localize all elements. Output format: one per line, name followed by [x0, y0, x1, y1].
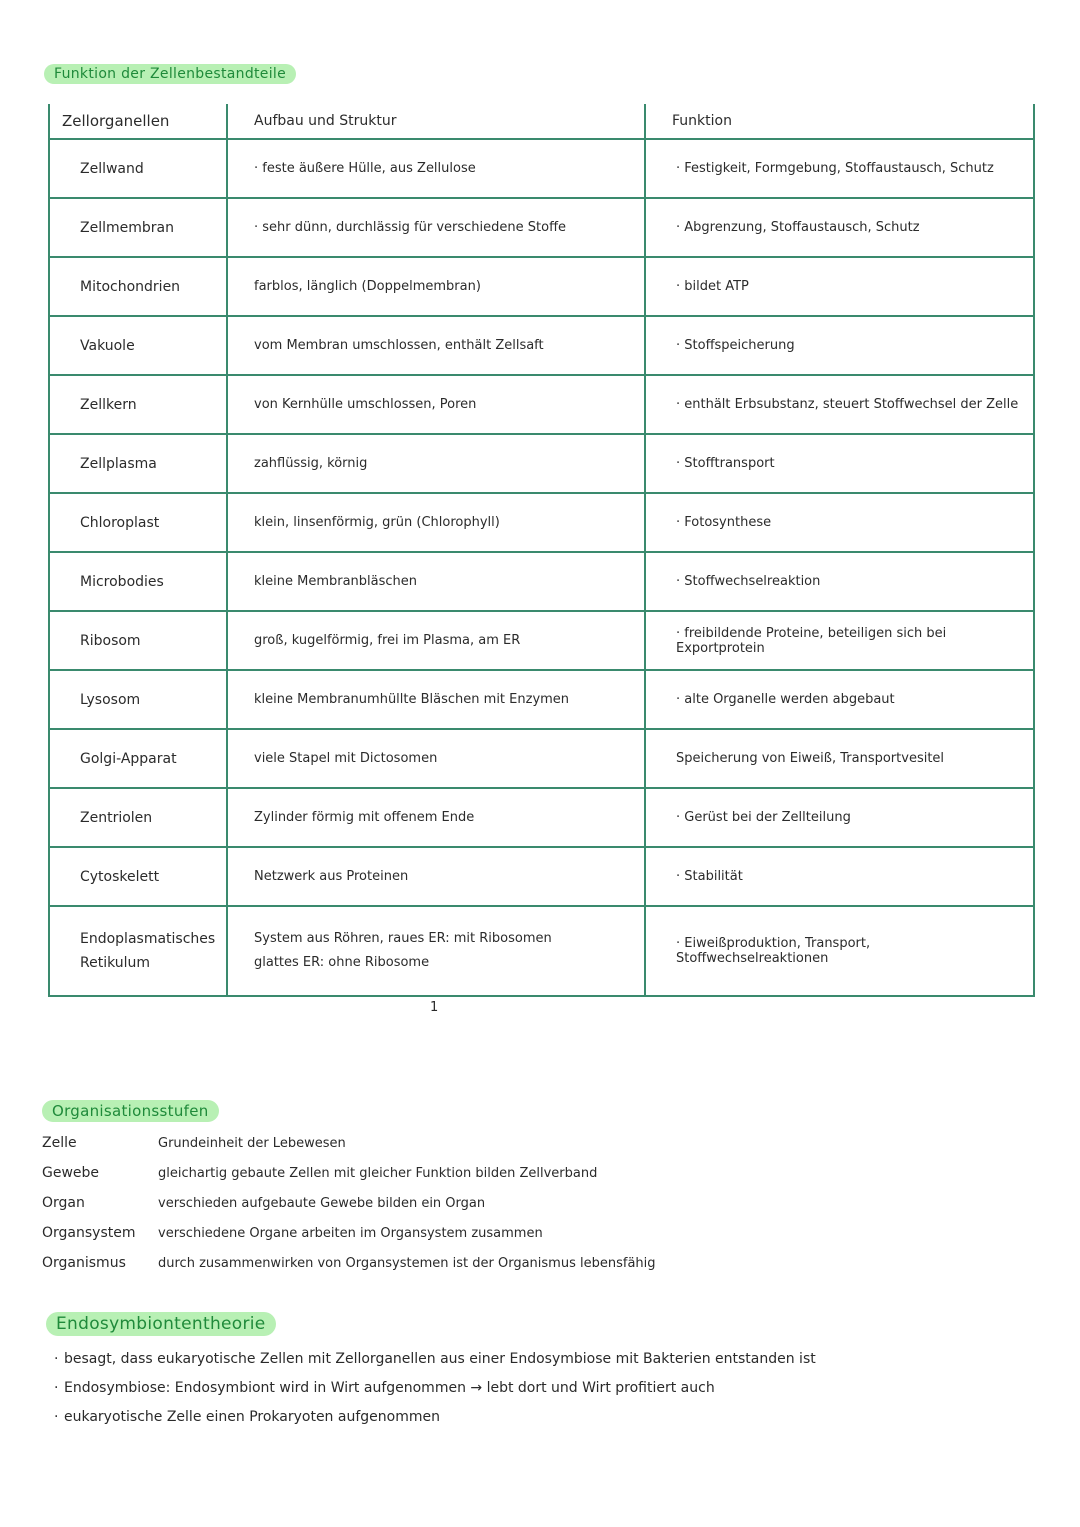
- organelle-name-line: Retikulum: [80, 955, 151, 971]
- organelle-structure: vom Membran umschlossen, enthält Zellsaft: [227, 316, 645, 375]
- bullet-icon: ·: [54, 1408, 59, 1425]
- organelle-name-line: Endoplasmatisches: [80, 931, 216, 947]
- organelle-structure-line: glattes ER: ohne Ribosome: [254, 955, 430, 970]
- table-row: [49, 847, 1034, 906]
- organelle-function: · freibildende Proteine, beteiligen sich bei Exportprotein: [645, 611, 1034, 670]
- level-term: Organismus: [42, 1255, 126, 1271]
- organelle-function: · Festigkeit, Formgebung, Stoffaustausch, Schutz: [645, 139, 1034, 198]
- organelle-structure-line: System aus Röhren, raues ER: mit Ribosomen: [254, 931, 552, 946]
- organelle-name: Chloroplast: [49, 493, 227, 552]
- organelle-name: Golgi-Apparat: [49, 729, 227, 788]
- organelle-structure: kleine Membranbläschen: [227, 552, 645, 611]
- organelle-function: · Gerüst bei der Zellteilung: [645, 788, 1034, 847]
- organelle-function: · Eiweißproduktion, Transport, Stoffwechselreaktionen: [645, 906, 1034, 996]
- organelle-structure: Zylinder förmig mit offenem Ende: [227, 788, 645, 847]
- organelle-name: Zentriolen: [49, 788, 227, 847]
- organelle-name: Ribosom: [49, 611, 227, 670]
- organelle-structure: von Kernhülle umschlossen, Poren: [227, 375, 645, 434]
- organelle-structure: farblos, länglich (Doppelmembran): [227, 257, 645, 316]
- organelle-name: [49, 906, 227, 996]
- section-title-endosymbiontentheorie: Endosymbiontentheorie: [46, 1312, 276, 1336]
- organelle-name: Zellmembran: [49, 198, 227, 257]
- organelle-structure: zahflüssig, körnig: [227, 434, 645, 493]
- level-term: Organsystem: [42, 1225, 136, 1241]
- table-row: [49, 670, 1034, 729]
- table-row: [49, 375, 1034, 434]
- organelle-function: · Stoffspeicherung: [645, 316, 1034, 375]
- table-row: [49, 493, 1034, 552]
- table-header-row: [49, 104, 1034, 139]
- organelle-function: · alte Organelle werden abgebaut: [645, 670, 1034, 729]
- table-row: [49, 906, 1034, 996]
- table-row: [49, 729, 1034, 788]
- level-description: Grundeinheit der Lebewesen: [158, 1135, 346, 1151]
- table-row: [49, 611, 1034, 670]
- table-row: [49, 552, 1034, 611]
- section-title-zellbestandteile: Funktion der Zellenbestandteile: [44, 64, 296, 84]
- organelle-structure: klein, linsenförmig, grün (Chlorophyll): [227, 493, 645, 552]
- organelle-function: · Fotosynthese: [645, 493, 1034, 552]
- list-item: [42, 1128, 656, 1158]
- table-row: [49, 139, 1034, 198]
- list-item: [42, 1248, 656, 1278]
- header-funktion: Funktion: [645, 104, 1034, 139]
- organelle-function: · Abgrenzung, Stoffaustausch, Schutz: [645, 198, 1034, 257]
- organelle-name: Lysosom: [49, 670, 227, 729]
- level-description: durch zusammenwirken von Organsystemen ist der Organismus lebensfähig: [158, 1255, 656, 1271]
- bullet-icon: ·: [54, 1350, 59, 1367]
- organelle-structure: groß, kugelförmig, frei im Plasma, am ER: [227, 611, 645, 670]
- list-item: [54, 1402, 816, 1431]
- organelle-function: · enthält Erbsubstanz, steuert Stoffwechsel der Zelle: [645, 375, 1034, 434]
- organelle-name: Zellplasma: [49, 434, 227, 493]
- page-number: 1: [430, 1000, 439, 1015]
- organelle-structure: kleine Membranumhüllte Bläschen mit Enzymen: [227, 670, 645, 729]
- table-row: [49, 257, 1034, 316]
- organelle-table: [48, 104, 1035, 997]
- organelle-function: · Stofftransport: [645, 434, 1034, 493]
- bullet-icon: ·: [54, 1379, 59, 1396]
- table-row: [49, 316, 1034, 375]
- organelle-name: Vakuole: [49, 316, 227, 375]
- level-term: Zelle: [42, 1135, 77, 1151]
- list-item: [54, 1344, 816, 1373]
- organelle-structure: [227, 906, 645, 996]
- bullet-text: Endosymbiose: Endosymbiont wird in Wirt aufgenommen → lebt dort und Wirt profitiert auch: [64, 1379, 715, 1396]
- table-row: [49, 434, 1034, 493]
- level-description: verschiedene Organe arbeiten im Organsystem zusammen: [158, 1225, 543, 1241]
- organelle-structure: · sehr dünn, durchlässig für verschiedene Stoffe: [227, 198, 645, 257]
- organelle-name: Zellwand: [49, 139, 227, 198]
- bullet-text: eukaryotische Zelle einen Prokaryoten aufgenommen: [64, 1408, 440, 1425]
- organisation-levels-list: [42, 1128, 656, 1278]
- section-title-organisationsstufen: Organisationsstufen: [42, 1100, 219, 1122]
- organelle-name: Mitochondrien: [49, 257, 227, 316]
- header-organellen: Zellorganellen: [49, 104, 227, 139]
- organelle-function: · bildet ATP: [645, 257, 1034, 316]
- organelle-structure: viele Stapel mit Dictosomen: [227, 729, 645, 788]
- list-item: [42, 1218, 656, 1248]
- table-row: [49, 198, 1034, 257]
- endosymbiont-bullets: [54, 1344, 816, 1431]
- organelle-name: Microbodies: [49, 552, 227, 611]
- level-term: Gewebe: [42, 1165, 100, 1181]
- organelle-function: · Stabilität: [645, 847, 1034, 906]
- organelle-name: Zellkern: [49, 375, 227, 434]
- header-aufbau: Aufbau und Struktur: [227, 104, 645, 139]
- list-item: [42, 1158, 656, 1188]
- organelle-function: Speicherung von Eiweiß, Transportvesitel: [645, 729, 1034, 788]
- organelle-function: · Stoffwechselreaktion: [645, 552, 1034, 611]
- table-row: [49, 788, 1034, 847]
- bullet-text: besagt, dass eukaryotische Zellen mit Zellorganellen aus einer Endosymbiose mit Bakterien entstanden ist: [64, 1350, 816, 1367]
- organelle-structure: · feste äußere Hülle, aus Zellulose: [227, 139, 645, 198]
- level-description: gleichartig gebaute Zellen mit gleicher Funktion bilden Zellverband: [158, 1165, 598, 1181]
- level-term: Organ: [42, 1195, 85, 1211]
- organelle-structure: Netzwerk aus Proteinen: [227, 847, 645, 906]
- level-description: verschieden aufgebaute Gewebe bilden ein Organ: [158, 1195, 486, 1211]
- list-item: [42, 1188, 656, 1218]
- list-item: [54, 1373, 816, 1402]
- organelle-name: Cytoskelett: [49, 847, 227, 906]
